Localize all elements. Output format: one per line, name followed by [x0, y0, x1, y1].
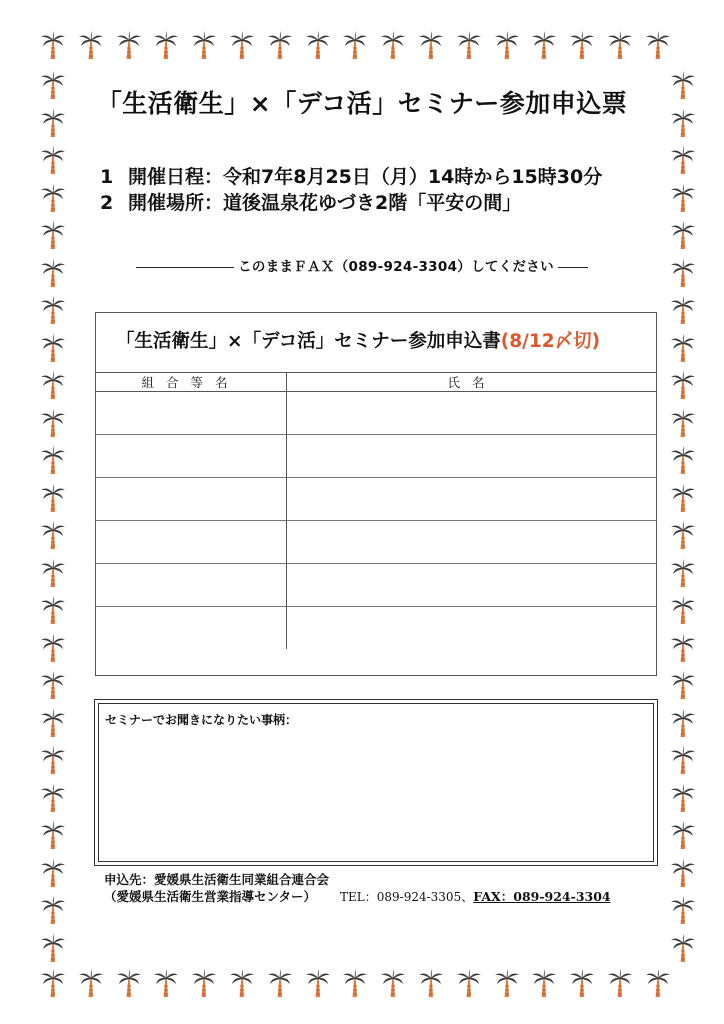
- name-cell[interactable]: [287, 392, 658, 435]
- palm-tree-icon: [40, 183, 66, 213]
- palm-tree-icon: [116, 968, 142, 998]
- event-date-label: 開催日程：: [128, 166, 224, 188]
- palm-tree-icon: [670, 370, 696, 400]
- palm-tree-icon: [153, 30, 179, 60]
- palm-tree-icon: [670, 445, 696, 475]
- palm-tree-icon: [40, 445, 66, 475]
- palm-tree-icon: [670, 708, 696, 738]
- palm-tree-icon: [40, 595, 66, 625]
- palm-tree-icon: [153, 968, 179, 998]
- contact-fax: FAX：089-924-3304: [473, 889, 611, 904]
- name-cell[interactable]: [287, 435, 658, 478]
- palm-tree-icon: [645, 30, 671, 60]
- palm-tree-icon: [670, 408, 696, 438]
- name-cell[interactable]: [287, 564, 658, 607]
- event-date-value: 令和7年8月25日（月）14時から15時30分: [223, 166, 603, 188]
- organization-cell[interactable]: [95, 607, 287, 650]
- form-title-text: 「生活衛生」×「デコ活」セミナー参加申込書: [116, 331, 501, 352]
- palm-tree-icon: [670, 633, 696, 663]
- palm-tree-icon: [670, 183, 696, 213]
- palm-tree-icon: [40, 820, 66, 850]
- organization-cell[interactable]: [95, 435, 287, 478]
- organization-cell[interactable]: [95, 392, 287, 435]
- entry-table: [95, 372, 657, 649]
- column-header-organization: 組合等名: [95, 373, 287, 392]
- event-date-line: [100, 162, 602, 189]
- palm-tree-icon: [191, 968, 217, 998]
- palm-tree-icon: [670, 670, 696, 700]
- name-cell[interactable]: [287, 607, 658, 650]
- organization-cell[interactable]: [95, 478, 287, 521]
- table-row: [95, 478, 657, 521]
- palm-tree-icon: [40, 670, 66, 700]
- palm-tree-icon: [229, 968, 255, 998]
- palm-tree-icon: [670, 295, 696, 325]
- palm-tree-icon: [40, 745, 66, 775]
- palm-tree-icon: [670, 520, 696, 550]
- palm-tree-icon: [191, 30, 217, 60]
- divider-line: [558, 267, 588, 268]
- palm-tree-icon: [380, 30, 406, 60]
- palm-tree-icon: [40, 295, 66, 325]
- palm-tree-icon: [380, 968, 406, 998]
- questions-box-inner[interactable]: [98, 703, 654, 862]
- palm-tree-icon: [670, 145, 696, 175]
- palm-tree-icon: [40, 220, 66, 250]
- palm-tree-icon: [670, 483, 696, 513]
- palm-tree-icon: [305, 30, 331, 60]
- palm-tree-icon: [494, 968, 520, 998]
- palm-tree-icon: [40, 333, 66, 363]
- palm-tree-icon: [40, 30, 66, 60]
- palm-tree-icon: [40, 633, 66, 663]
- application-form: [95, 312, 657, 676]
- palm-tree-icon: [418, 30, 444, 60]
- event-venue-label: 開催場所：: [128, 192, 224, 214]
- palm-tree-icon: [670, 595, 696, 625]
- palm-tree-icon: [456, 968, 482, 998]
- palm-tree-icon: [40, 483, 66, 513]
- contact-center: （愛媛県生活衛生営業指導センター）: [104, 889, 317, 904]
- palm-tree-icon: [40, 520, 66, 550]
- palm-tree-icon: [78, 30, 104, 60]
- palm-tree-icon: [78, 968, 104, 998]
- palm-tree-icon: [40, 370, 66, 400]
- page-title: 「生活衛生」×「デコ活」セミナー参加申込票: [96, 89, 628, 118]
- column-header-name: 氏名: [287, 373, 658, 392]
- questions-box[interactable]: [94, 699, 658, 866]
- table-row: [95, 392, 657, 435]
- palm-tree-icon: [456, 30, 482, 60]
- table-row: [95, 435, 657, 478]
- palm-tree-icon: [670, 858, 696, 888]
- palm-tree-icon: [670, 933, 696, 963]
- palm-tree-icon: [267, 968, 293, 998]
- palm-tree-icon: [267, 30, 293, 60]
- contact-tel: TEL：089-924-3305、: [340, 890, 474, 904]
- palm-tree-icon: [670, 820, 696, 850]
- palm-tree-icon: [569, 968, 595, 998]
- fax-instruction: [0, 255, 724, 275]
- questions-label: セミナーでお聞きになりたい事柄：: [105, 713, 298, 727]
- palm-tree-icon: [116, 30, 142, 60]
- deadline-badge: (8/12〆切): [500, 331, 601, 352]
- palm-tree-icon: [40, 408, 66, 438]
- organization-cell[interactable]: [95, 521, 287, 564]
- palm-tree-icon: [670, 558, 696, 588]
- palm-tree-icon: [670, 745, 696, 775]
- palm-tree-icon: [40, 933, 66, 963]
- palm-tree-icon: [670, 783, 696, 813]
- palm-tree-icon: [670, 895, 696, 925]
- palm-tree-icon: [40, 968, 66, 998]
- organization-cell[interactable]: [95, 564, 287, 607]
- palm-tree-icon: [569, 30, 595, 60]
- palm-tree-icon: [645, 968, 671, 998]
- item-number: 1: [100, 166, 114, 188]
- event-venue-line: [100, 188, 521, 215]
- table-row: [95, 607, 657, 650]
- palm-tree-icon: [305, 968, 331, 998]
- palm-tree-icon: [40, 895, 66, 925]
- table-row: [95, 564, 657, 607]
- palm-tree-icon: [40, 783, 66, 813]
- contact-organization: 申込先：愛媛県生活衛生同業組合連合会: [104, 872, 330, 887]
- form-title: [116, 327, 600, 353]
- palm-tree-icon: [40, 858, 66, 888]
- palm-tree-icon: [670, 333, 696, 363]
- contact-details: [104, 887, 611, 905]
- fax-instruction-text: このままＦＡＸ（089-924-3304）してください: [238, 259, 554, 275]
- palm-tree-icon: [531, 30, 557, 60]
- event-venue-value: 道後温泉花ゆづき2階「平安の間」: [223, 192, 522, 214]
- palm-tree-icon: [342, 30, 368, 60]
- palm-tree-icon: [40, 145, 66, 175]
- palm-tree-icon: [418, 968, 444, 998]
- table-row: [95, 521, 657, 564]
- divider-line: [136, 267, 234, 268]
- palm-tree-icon: [342, 968, 368, 998]
- name-cell[interactable]: [287, 521, 658, 564]
- palm-tree-icon: [494, 30, 520, 60]
- palm-tree-icon: [607, 30, 633, 60]
- palm-tree-icon: [229, 30, 255, 60]
- table-header-row: [95, 373, 657, 392]
- palm-tree-icon: [531, 968, 557, 998]
- item-number: 2: [100, 192, 114, 214]
- palm-tree-icon: [670, 220, 696, 250]
- palm-tree-icon: [607, 968, 633, 998]
- name-cell[interactable]: [287, 478, 658, 521]
- palm-tree-icon: [40, 708, 66, 738]
- palm-tree-icon: [40, 558, 66, 588]
